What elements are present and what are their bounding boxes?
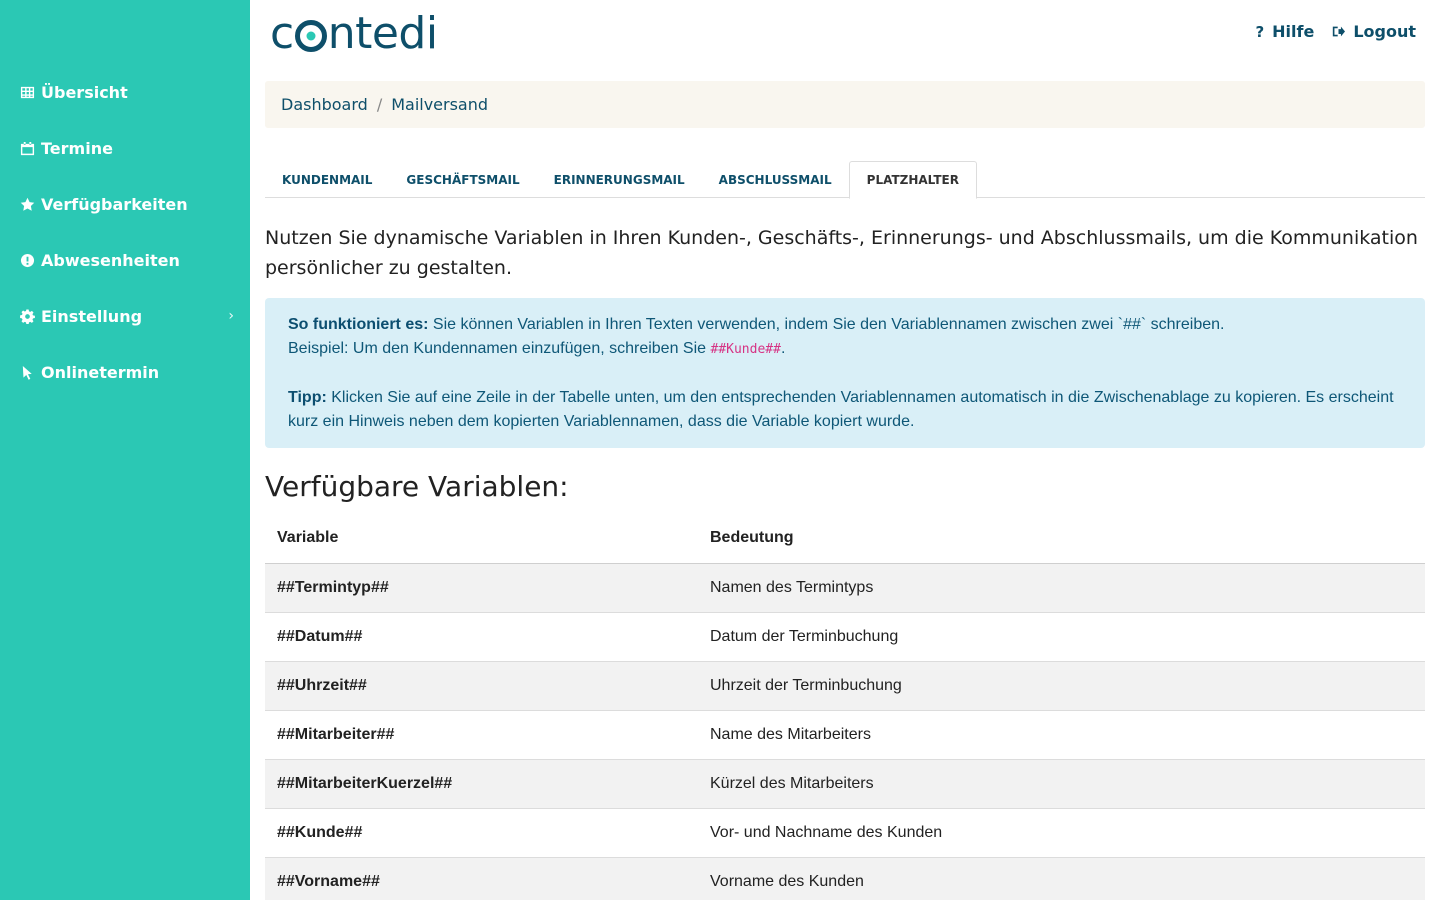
- sidebar-item-onlinetermin[interactable]: [0, 344, 250, 400]
- variables-heading: Verfügbare Variablen:: [265, 470, 569, 503]
- sidebar-item-label: Termine: [41, 138, 113, 158]
- tab-kundenmail[interactable]: KUNDENMAIL: [282, 172, 373, 187]
- contedi-logo[interactable]: [270, 8, 438, 58]
- variable-meaning: Name des Mitarbeiters: [698, 710, 1425, 759]
- table-row[interactable]: [265, 808, 1425, 857]
- breadcrumb-mailversand[interactable]: Mailversand: [391, 95, 489, 114]
- mail-tabs: [265, 161, 1425, 198]
- variable-name: ##Vorname##: [265, 857, 698, 900]
- variables-table: [265, 514, 1425, 900]
- variable-name: ##Termintyp##: [265, 563, 698, 612]
- table-row[interactable]: [265, 710, 1425, 759]
- tab-platzhalter[interactable]: PLATZHALTER: [849, 161, 977, 199]
- variable-meaning: Vor- und Nachname des Kunden: [698, 808, 1425, 857]
- example-text: Beispiel: Um den Kundennamen einzufügen, schreiben Sie: [288, 340, 711, 357]
- table-row[interactable]: [265, 563, 1425, 612]
- calendar-icon: [19, 140, 35, 156]
- logo-text-right: ntedi: [327, 7, 438, 59]
- how-it-works: [288, 313, 1402, 362]
- tab-erinnerungsmail[interactable]: ERINNERUNGSMAIL: [553, 172, 685, 187]
- tip-label: Tipp:: [288, 389, 327, 406]
- example-code: ##Kunde##: [710, 342, 781, 357]
- column-header-variable: Variable: [265, 514, 698, 563]
- help-label: Hilfe: [1272, 22, 1315, 41]
- sidebar-item-abwesenheiten[interactable]: [0, 232, 250, 288]
- sidebar-item-label: Abwesenheiten: [41, 250, 180, 270]
- chevron-right-icon: ›: [228, 308, 234, 324]
- variable-meaning: Kürzel des Mitarbeiters: [698, 759, 1425, 808]
- info-alert: [265, 298, 1425, 448]
- tip: [288, 386, 1402, 434]
- table-icon: [19, 84, 35, 100]
- variable-meaning: Datum der Terminbuchung: [698, 612, 1425, 661]
- breadcrumb-separator: /: [376, 95, 383, 114]
- variable-meaning: Vorname des Kunden: [698, 857, 1425, 900]
- top-links: [1255, 22, 1416, 41]
- variable-name: ##Uhrzeit##: [265, 661, 698, 710]
- sidebar-item-termine[interactable]: [0, 120, 250, 176]
- how-text: Sie können Variablen in Ihren Texten verwenden, indem Sie den Variablennamen zwischen zwei `##` schreiben.: [428, 316, 1225, 333]
- logo-ring-icon: [295, 20, 327, 52]
- intro-text: Nutzen Sie dynamische Variablen in Ihren Kunden-, Geschäfts-, Erinnerungs- und Abschlussmails, um die Kommunikation persönlicher zu gestalten.: [265, 227, 1418, 279]
- table-row[interactable]: [265, 759, 1425, 808]
- gear-icon: [19, 308, 35, 324]
- star-icon: [19, 196, 35, 212]
- how-label: So funktioniert es:: [288, 316, 429, 333]
- variable-name: ##MitarbeiterKuerzel##: [265, 759, 698, 808]
- column-header-meaning: Bedeutung: [698, 514, 1425, 563]
- pointer-icon: [19, 364, 35, 380]
- example-end: .: [780, 340, 786, 357]
- sidebar-item-uebersicht[interactable]: [0, 64, 250, 120]
- variable-name: ##Datum##: [265, 612, 698, 661]
- sidebar-item-label: Verfügbarkeiten: [41, 194, 188, 214]
- question-icon: ?: [1255, 22, 1265, 41]
- logout-icon: [1332, 25, 1345, 38]
- sidebar-item-label: Übersicht: [41, 82, 128, 102]
- tab-geschaeftsmail[interactable]: GESCHÄFTSMAIL: [406, 172, 520, 187]
- breadcrumb: [265, 81, 1425, 128]
- table-row[interactable]: [265, 612, 1425, 661]
- variable-meaning: Uhrzeit der Terminbuchung: [698, 661, 1425, 710]
- sidebar-item-verfuegbarkeiten[interactable]: [0, 176, 250, 232]
- variable-meaning: Namen des Termintyps: [698, 563, 1425, 612]
- logout-label: Logout: [1353, 22, 1416, 41]
- sidebar-nav: [0, 64, 250, 400]
- table-row[interactable]: [265, 661, 1425, 710]
- table-header-row: [265, 514, 1425, 563]
- exclamation-icon: [19, 252, 35, 268]
- table-row[interactable]: [265, 857, 1425, 900]
- sidebar: [0, 0, 250, 900]
- sidebar-item-einstellung[interactable]: [0, 288, 250, 344]
- tip-text: Klicken Sie auf eine Zeile in der Tabelle unten, um den entsprechenden Variablennamen automatisch in die Zwischenablage zu kopieren. Es erscheint kurz ein Hinweis neben dem kopierten Variablennamen, dass die Variable kopiert wurde.: [288, 389, 1394, 430]
- tab-abschlussmail[interactable]: ABSCHLUSSMAIL: [718, 172, 832, 187]
- sidebar-item-label: Onlinetermin: [41, 362, 160, 382]
- logout-link[interactable]: [1332, 22, 1416, 41]
- help-link[interactable]: [1255, 22, 1314, 41]
- breadcrumb-dashboard[interactable]: Dashboard: [281, 95, 368, 114]
- logo-text-left: c: [270, 7, 294, 59]
- sidebar-item-label: Einstellung: [41, 306, 143, 326]
- variable-name: ##Kunde##: [265, 808, 698, 857]
- variable-name: ##Mitarbeiter##: [265, 710, 698, 759]
